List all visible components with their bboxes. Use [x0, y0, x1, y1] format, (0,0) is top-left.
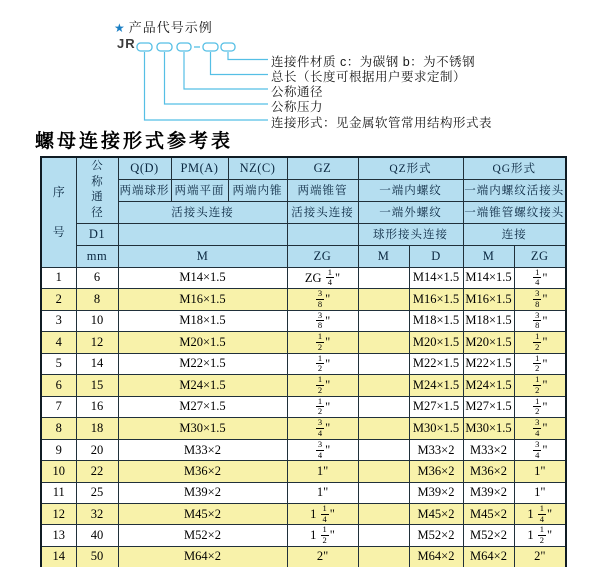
m-value-cell: M22×1.5 [118, 353, 287, 375]
qz-m-cell [358, 267, 409, 289]
connector-line-material [228, 52, 268, 60]
qg-zg-cell: $\frac{1}{2}$ " [514, 353, 566, 375]
gz-zg-cell: $\frac{3}{4}$ " [287, 439, 358, 461]
dn-cell: 40 [76, 525, 118, 547]
fraction: $\frac{1}{2}$ [322, 524, 327, 546]
qz-m-cell [358, 525, 409, 547]
header-joint-qz: 球形接头连接 [358, 223, 463, 245]
table-title: 螺母连接形式参考表 [35, 131, 234, 152]
header-col-q: Q(D) [118, 157, 171, 179]
qz-m-cell [358, 482, 409, 503]
qg-zg-cell: $\frac{1}{2}$ " [514, 332, 566, 354]
table-row [41, 375, 566, 397]
seq-cell: 3 [41, 310, 76, 332]
m-value-cell: M20×1.5 [118, 332, 287, 354]
table-row [41, 546, 566, 567]
qz-m-cell [358, 310, 409, 332]
connector-line-length [211, 52, 269, 75]
qz-d-cell: M22×1.5 [409, 353, 463, 375]
qg-zg-cell: $\frac{1}{2}$ " [514, 396, 566, 418]
qz-d-cell: M20×1.5 [409, 332, 463, 354]
qg-m-cell: M52×2 [463, 525, 514, 547]
m-value-cell: M30×1.5 [118, 418, 287, 440]
qg-zg-cell: 1" [514, 482, 566, 503]
gz-zg-cell: $\frac{3}{8}$ " [287, 289, 358, 311]
gz-zg-cell: 1 $\frac{1}{2}$ " [287, 525, 358, 547]
seq-cell: 2 [41, 289, 76, 311]
header-sub-qg: 一端内螺纹活接头 [463, 179, 566, 201]
header-dn: 公称通径 [76, 157, 118, 223]
fraction: $\frac{1}{4}$ [322, 503, 327, 524]
dn-cell: 25 [76, 482, 118, 503]
table-row [41, 525, 566, 547]
dn-cell: 15 [76, 375, 118, 397]
qg-m-cell: M20×1.5 [463, 332, 514, 354]
dn-cell: 22 [76, 461, 118, 482]
qz-m-cell [358, 546, 409, 567]
qz-d-cell: M24×1.5 [409, 375, 463, 397]
nut-connection-table [40, 156, 567, 567]
gz-zg-cell: 1 $\frac{1}{4}$ " [287, 503, 358, 525]
header-col-qz: QZ形式 [358, 157, 463, 179]
label-pressure: 公称压力 [271, 100, 324, 114]
table-row [41, 503, 566, 525]
qz-m-cell [358, 353, 409, 375]
qg-zg-cell: 1 $\frac{1}{2}$ " [514, 525, 566, 547]
fraction: $\frac{3}{4}$ [317, 417, 323, 438]
table-row [41, 439, 566, 461]
qz-d-cell: M27×1.5 [409, 396, 463, 418]
table-row [41, 418, 566, 440]
code-box-2 [157, 43, 172, 51]
header-blank-left [118, 223, 287, 245]
seq-cell: 1 [41, 267, 76, 289]
m-value-cell: M18×1.5 [118, 310, 287, 332]
qg-zg-cell: $\frac{3}{8}$ " [514, 310, 566, 332]
fraction: $\frac{3}{4}$ [317, 439, 323, 460]
code-box-4 [203, 43, 218, 51]
m-value-cell: M39×2 [118, 482, 287, 503]
gz-zg-cell: 2" [287, 546, 358, 567]
gz-zg-cell: ZG $\frac{1}{4}$ " [287, 267, 358, 289]
header-d1: D1 [76, 223, 118, 245]
fraction: $\frac{3}{8}$ [317, 310, 323, 331]
qg-m-cell: M22×1.5 [463, 353, 514, 375]
header-sub-pm: 两端平面 [171, 179, 228, 201]
header-conn-left: 活接头连接 [118, 201, 287, 223]
table-row [41, 482, 566, 503]
header-mm: mm [76, 245, 118, 267]
dn-cell: 20 [76, 439, 118, 461]
fraction: $\frac{3}{4}$ [535, 417, 540, 438]
m-value-cell: M27×1.5 [118, 396, 287, 418]
m-value-cell: M52×2 [118, 525, 287, 547]
label-length: 总长（长度可根据用户要求定制） [271, 70, 467, 84]
header-unit-zg: ZG [287, 245, 358, 267]
m-value-cell: M36×2 [118, 461, 287, 482]
qz-d-cell: M64×2 [409, 546, 463, 567]
header-sub-nz: 两端内锥 [228, 179, 287, 201]
fraction: $\frac{1}{2}$ [535, 396, 540, 417]
dn-cell: 16 [76, 396, 118, 418]
qg-m-cell: M27×1.5 [463, 396, 514, 418]
gz-zg-cell: $\frac{3}{8}$ " [287, 310, 358, 332]
qg-zg-cell: $\frac{3}{4}$ " [514, 439, 566, 461]
diagram-heading [114, 17, 213, 36]
qz-d-cell: M16×1.5 [409, 289, 463, 311]
qz-d-cell: M14×1.5 [409, 267, 463, 289]
dn-cell: 32 [76, 503, 118, 525]
fraction: $\frac{1}{2}$ [317, 353, 323, 374]
m-value-cell: M64×2 [118, 546, 287, 567]
table-row [41, 461, 566, 482]
m-value-cell: M33×2 [118, 439, 287, 461]
header-seq: 序号 [41, 157, 76, 267]
qz-d-cell: M45×2 [409, 503, 463, 525]
m-value-cell: M24×1.5 [118, 375, 287, 397]
gz-zg-cell: $\frac{1}{2}$ " [287, 332, 358, 354]
qg-m-cell: M14×1.5 [463, 267, 514, 289]
fraction: $\frac{1}{4}$ [539, 503, 544, 524]
header-blank-gz [287, 223, 358, 245]
qg-zg-cell: 1" [514, 461, 566, 482]
header-unit-qg-m: M [463, 245, 514, 267]
label-connection: 连接形式：见金属软管常用结构形式表 [271, 115, 493, 130]
label-material: 连接件材质 c：为碳钢 b：为不锈钢 [271, 55, 476, 69]
dn-cell: 6 [76, 267, 118, 289]
fraction: $\frac{3}{4}$ [535, 439, 540, 460]
seq-cell: 11 [41, 482, 76, 503]
table-body [41, 267, 566, 567]
header-sub-qz: 一端内螺纹 [358, 179, 463, 201]
qg-zg-cell: $\frac{1}{2}$ " [514, 375, 566, 397]
diagram-heading-text: 产品代号示例 [128, 20, 213, 35]
qz-d-cell: M52×2 [409, 525, 463, 547]
table-row [41, 332, 566, 354]
seq-cell: 5 [41, 353, 76, 375]
code-box-5 [221, 43, 235, 51]
gz-zg-cell: $\frac{3}{4}$ " [287, 418, 358, 440]
seq-cell: 10 [41, 461, 76, 482]
header-unit-qz-m: M [358, 245, 409, 267]
qz-m-cell [358, 461, 409, 482]
qz-d-cell: M39×2 [409, 482, 463, 503]
qg-zg-cell: $\frac{3}{8}$ " [514, 289, 566, 311]
qg-m-cell: M24×1.5 [463, 375, 514, 397]
m-value-cell: M16×1.5 [118, 289, 287, 311]
qz-m-cell [358, 418, 409, 440]
qz-d-cell: M30×1.5 [409, 418, 463, 440]
gz-zg-cell: 1" [287, 461, 358, 482]
fraction: $\frac{1}{4}$ [535, 267, 540, 288]
connector-line-connection [145, 52, 269, 120]
fraction: $\frac{1}{2}$ [535, 374, 540, 395]
dn-cell: 10 [76, 310, 118, 332]
qz-m-cell [358, 439, 409, 461]
header-col-qg: QG形式 [463, 157, 566, 179]
seq-cell: 12 [41, 503, 76, 525]
product-code-diagram [0, 0, 600, 130]
seq-cell: 8 [41, 418, 76, 440]
seq-cell: 9 [41, 439, 76, 461]
seq-cell: 7 [41, 396, 76, 418]
gz-zg-cell: $\frac{1}{2}$ " [287, 375, 358, 397]
dn-cell: 8 [76, 289, 118, 311]
qg-m-cell: M33×2 [463, 439, 514, 461]
seq-cell: 4 [41, 332, 76, 354]
gz-zg-cell: $\frac{1}{2}$ " [287, 396, 358, 418]
header-conn-gz: 活接头连接 [287, 201, 358, 223]
qg-m-cell: M30×1.5 [463, 418, 514, 440]
table-row [41, 353, 566, 375]
qz-m-cell [358, 503, 409, 525]
m-value-cell: M45×2 [118, 503, 287, 525]
fraction: $\frac{1}{2}$ [535, 353, 540, 374]
gz-zg-cell: 1" [287, 482, 358, 503]
code-prefix: JR [117, 36, 136, 51]
connector-line-dn [184, 52, 268, 89]
header-joint-qg: 连接 [463, 223, 566, 245]
qz-m-cell [358, 289, 409, 311]
header-col-gz: GZ [287, 157, 358, 179]
header-col-pm: PM(A) [171, 157, 228, 179]
qz-m-cell [358, 332, 409, 354]
qg-zg-cell: $\frac{3}{4}$ " [514, 418, 566, 440]
qg-m-cell: M64×2 [463, 546, 514, 567]
dn-cell: 12 [76, 332, 118, 354]
dn-cell: 50 [76, 546, 118, 567]
qg-zg-cell: 1 $\frac{1}{4}$ " [514, 503, 566, 525]
fraction: $\frac{3}{8}$ [535, 310, 540, 331]
qz-m-cell [358, 375, 409, 397]
fraction: $\frac{3}{8}$ [535, 288, 540, 309]
qg-zg-cell: 2" [514, 546, 566, 567]
seq-cell: 6 [41, 375, 76, 397]
fraction: $\frac{1}{2}$ [317, 374, 323, 395]
header-conn-qz: 一端外螺纹 [358, 201, 463, 223]
header-sub-gz: 两端锥管 [287, 179, 358, 201]
fraction: $\frac{1}{4}$ [327, 267, 332, 288]
qg-m-cell: M45×2 [463, 503, 514, 525]
seq-cell: 13 [41, 525, 76, 547]
table-row [41, 396, 566, 418]
star-icon: ★ [114, 21, 126, 35]
table-row [41, 289, 566, 311]
qg-m-cell: M18×1.5 [463, 310, 514, 332]
fraction: $\frac{1}{2}$ [535, 331, 540, 352]
dn-cell: 18 [76, 418, 118, 440]
header-unit-qz-d: D [409, 245, 463, 267]
table-row [41, 310, 566, 332]
code-box-1 [137, 43, 152, 51]
fraction: $\frac{1}{2}$ [539, 524, 544, 546]
dn-cell: 14 [76, 353, 118, 375]
qz-d-cell: M36×2 [409, 461, 463, 482]
gz-zg-cell: $\frac{1}{2}$ " [287, 353, 358, 375]
qg-m-cell: M39×2 [463, 482, 514, 503]
header-col-nz: NZ(C) [228, 157, 287, 179]
code-box-3 [177, 43, 191, 51]
label-dn: 公称通径 [271, 85, 324, 99]
header-unit-qg-zg: ZG [514, 245, 566, 267]
m-value-cell: M14×1.5 [118, 267, 287, 289]
fraction: $\frac{1}{2}$ [317, 396, 323, 417]
header-sub-q: 两端球形 [118, 179, 171, 201]
table-row [41, 267, 566, 289]
qz-d-cell: M33×2 [409, 439, 463, 461]
header-unit-m: M [118, 245, 287, 267]
qg-zg-cell: $\frac{1}{4}$ " [514, 267, 566, 289]
qz-m-cell [358, 396, 409, 418]
seq-cell: 14 [41, 546, 76, 567]
qz-d-cell: M18×1.5 [409, 310, 463, 332]
qg-m-cell: M16×1.5 [463, 289, 514, 311]
header-conn-qg: 一端锥管螺纹接头 [463, 201, 566, 223]
qg-m-cell: M36×2 [463, 461, 514, 482]
fraction: $\frac{3}{8}$ [317, 288, 323, 309]
fraction: $\frac{1}{2}$ [317, 331, 323, 352]
